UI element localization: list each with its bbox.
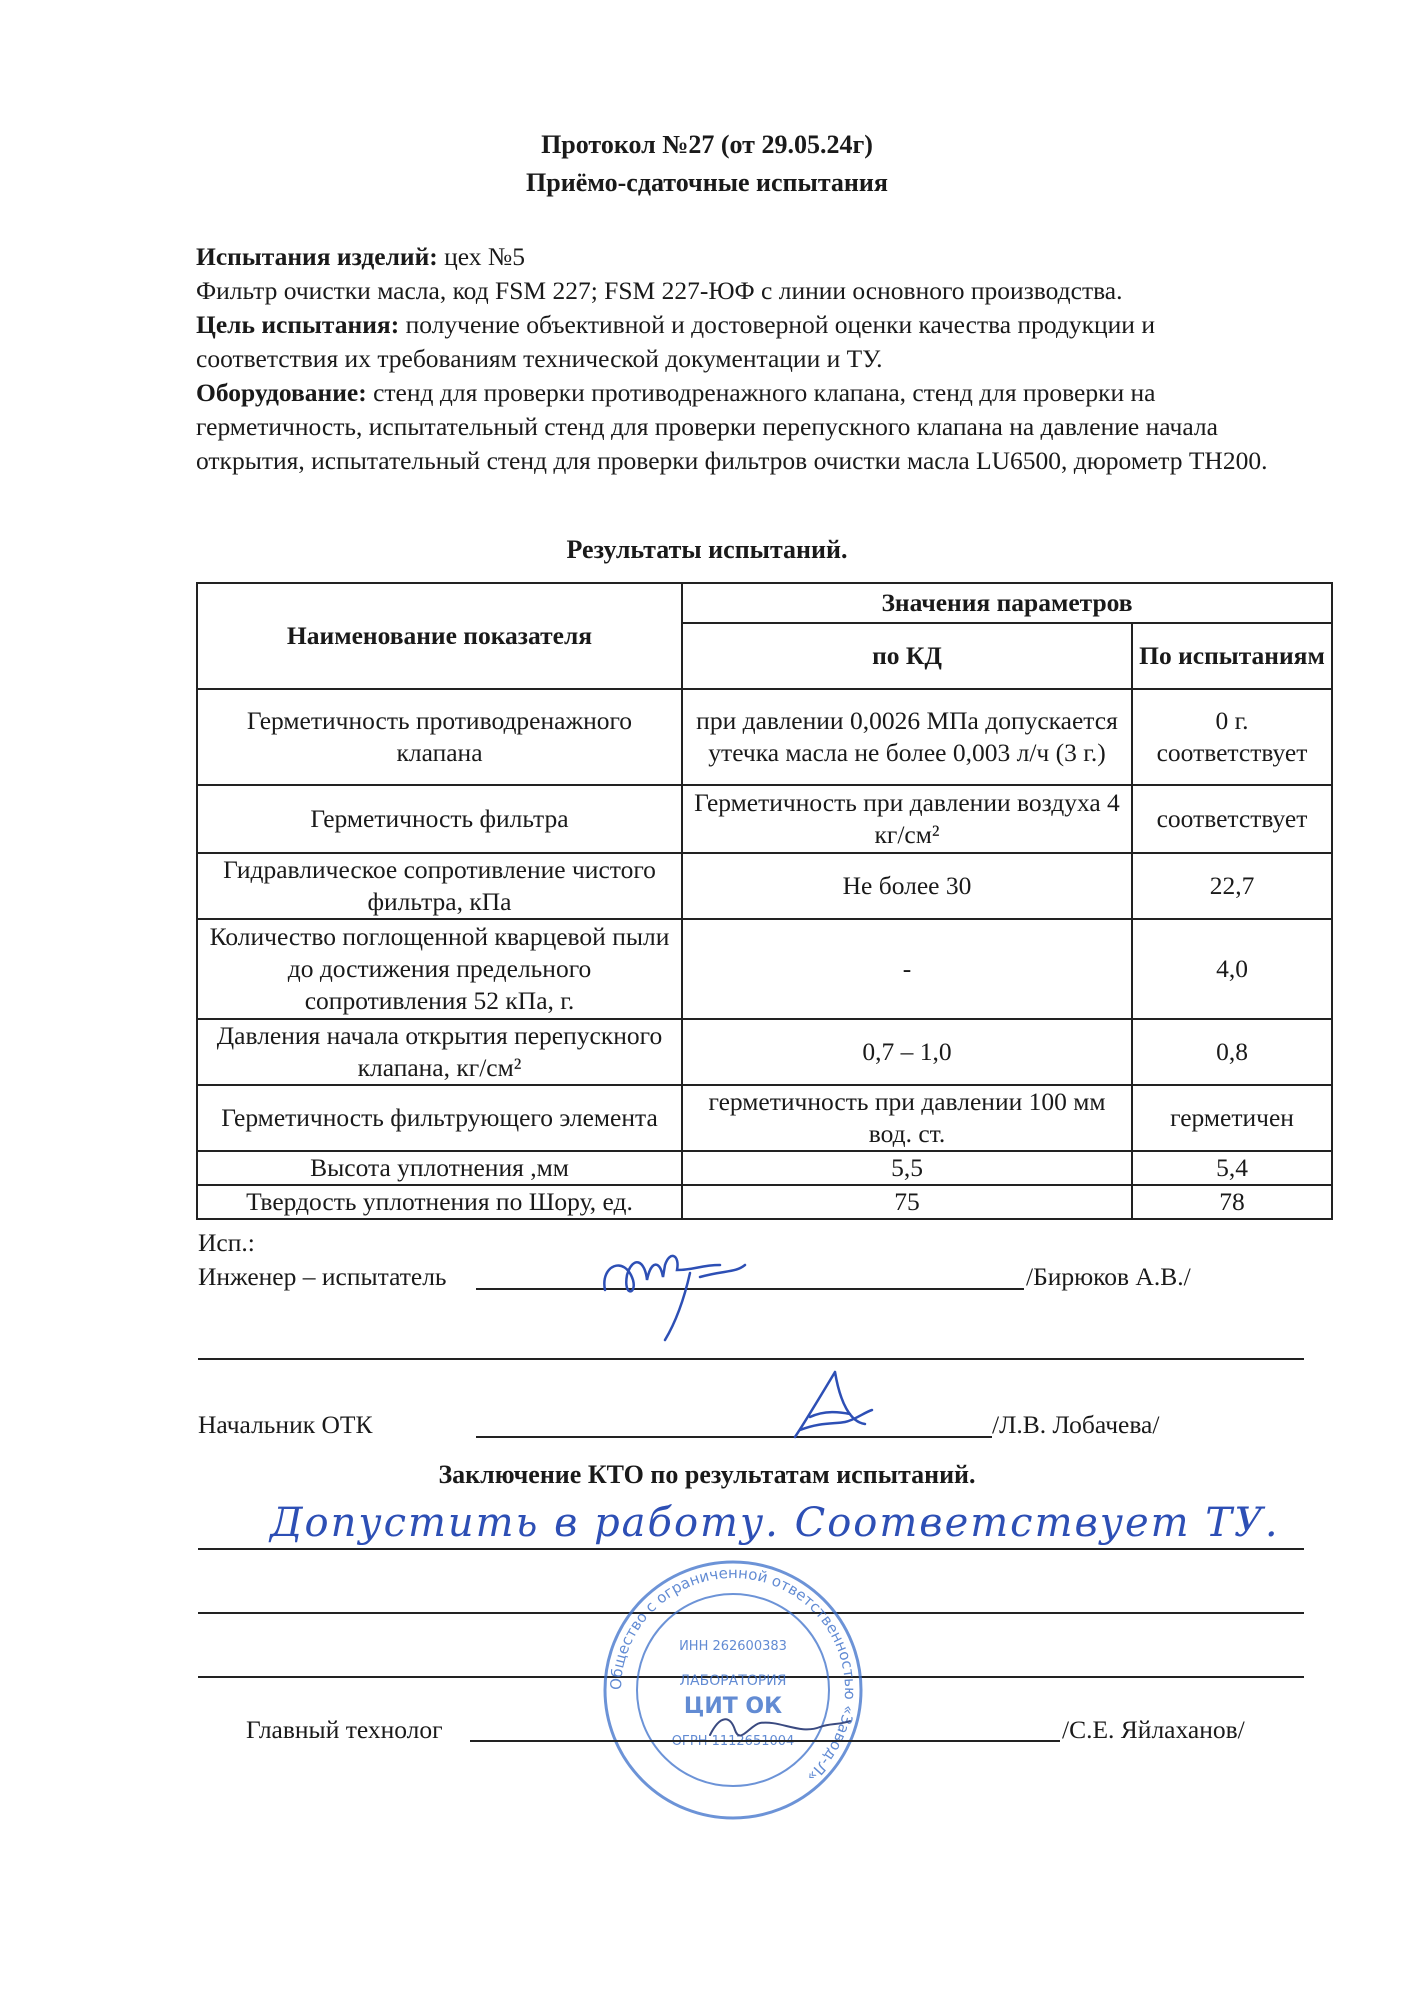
goal-value: получение объективной и достоверной оценки качества продукции и соответствия их требованиям технической документации и ТУ. (196, 310, 1155, 373)
cell-indicator: Давления начала открытия перепускного клапана, кг/см² (197, 1019, 682, 1085)
goal-paragraph (196, 308, 1296, 376)
cell-kd: 5,5 (682, 1151, 1132, 1185)
table-row (197, 1085, 1332, 1151)
header-by-tests: По испытаниям (1132, 623, 1332, 689)
conclusion-line-1 (198, 1548, 1304, 1550)
cell-test: соответствует (1132, 785, 1332, 853)
engineer-name: /Бирюков А.В./ (1026, 1262, 1191, 1291)
cell-kd: при давлении 0,0026 МПа допускается утечка масла не более 0,003 л/ч (3 г.) (682, 689, 1132, 785)
cell-indicator: Твердость уплотнения по Шору, ед. (197, 1185, 682, 1219)
header-indicator: Наименование показателя (197, 583, 682, 689)
table-row (197, 919, 1332, 1019)
cell-test: 0 г. соответствует (1132, 689, 1332, 785)
items-label: Испытания изделий: (196, 242, 438, 271)
conclusion-handwritten: Допустить в работу. Соответствует ТУ. (270, 1500, 1280, 1546)
table-row (197, 1185, 1332, 1219)
cell-kd: 75 (682, 1185, 1132, 1219)
cell-test: 5,4 (1132, 1151, 1332, 1185)
otk-signature (780, 1362, 890, 1452)
table-row (197, 1151, 1332, 1185)
cell-indicator: Герметичность фильтра (197, 785, 682, 853)
goal-label: Цель испытания: (196, 310, 400, 339)
items-paragraph (196, 240, 1296, 274)
cell-indicator: Герметичность фильтрующего элемента (197, 1085, 682, 1151)
intro-section (196, 240, 1296, 478)
cell-test: 78 (1132, 1185, 1332, 1219)
cell-kd: Не более 30 (682, 853, 1132, 919)
table-row (197, 785, 1332, 853)
document-header (0, 126, 1414, 202)
engineer-role: Инженер – испытатель (198, 1262, 447, 1291)
header-by-kd: по КД (682, 623, 1132, 689)
equipment-value: стенд для проверки противодренажного клапана, стенд для проверки на герметичность, испытательный стенд для проверки перепускного клапана на давление начала открытия, испытательный стенд для проверки фильтров очистки масла LU6500, дюрометр TH200. (196, 378, 1268, 475)
table-header-row (197, 583, 1332, 623)
cell-kd: Герметичность при давлении воздуха 4 кг/см² (682, 785, 1132, 853)
tech-role: Главный технолог (246, 1715, 443, 1744)
results-title: Результаты испытаний. (566, 535, 848, 564)
tech-name: /С.Е. Яйлаханов/ (1062, 1715, 1245, 1744)
isp-label: Исп.: (198, 1228, 255, 1257)
svg-text:ОГРН 1112651004: ОГРН 1112651004 (671, 1734, 795, 1749)
cell-test: герметичен (1132, 1085, 1332, 1151)
document-title: Протокол №27 (от 29.05.24г) (541, 130, 873, 159)
table-row (197, 689, 1332, 785)
cell-indicator: Герметичность противодренажного клапана (197, 689, 682, 785)
cell-indicator: Количество поглощенной кварцевой пыли до достижения предельного сопротивления 52 кПа, г. (197, 919, 682, 1019)
table-row (197, 853, 1332, 919)
cell-test: 4,0 (1132, 919, 1332, 1019)
product-line: Фильтр очистки масла, код FSM 227; FSM 227-ЮФ с линии основного производства. (196, 276, 1123, 305)
results-table (196, 582, 1333, 1220)
equipment-paragraph (196, 376, 1296, 478)
document-subtitle: Приёмо-сдаточные испытания (526, 168, 888, 197)
table-row (197, 1019, 1332, 1085)
svg-text:ИНН 262600383: ИНН 262600383 (679, 1639, 787, 1654)
otk-signature-line (476, 1436, 992, 1438)
conclusion-title: Заключение КТО по результатам испытаний. (438, 1460, 976, 1489)
svg-text:ЦИТ ОК: ЦИТ ОК (683, 1694, 783, 1719)
otk-name: /Л.В. Лобачева/ (992, 1410, 1160, 1439)
equipment-label: Оборудование: (196, 378, 367, 407)
svg-text:ЛАБОРАТОРИЯ: ЛАБОРАТОРИЯ (679, 1673, 787, 1689)
tech-signature (700, 1695, 860, 1755)
cell-kd: - (682, 919, 1132, 1019)
engineer-signature (585, 1235, 765, 1345)
separator-line (198, 1358, 1304, 1360)
cell-indicator: Гидравлическое сопротивление чистого фильтра, кПа (197, 853, 682, 919)
cell-indicator: Высота уплотнения ,мм (197, 1151, 682, 1185)
items-value: цех №5 (444, 242, 525, 271)
cell-kd: герметичность при давлении 100 мм вод. ст. (682, 1085, 1132, 1151)
otk-role: Начальник ОТК (198, 1410, 373, 1439)
cell-test: 22,7 (1132, 853, 1332, 919)
cell-test: 0,8 (1132, 1019, 1332, 1085)
svg-text:Общество с ограниченной ответс: Общество с ограниченной ответственностью «Завод-Л» (606, 1563, 860, 1786)
company-stamp (598, 1555, 868, 1825)
header-values-group: Значения параметров (682, 583, 1332, 623)
cell-kd: 0,7 – 1,0 (682, 1019, 1132, 1085)
